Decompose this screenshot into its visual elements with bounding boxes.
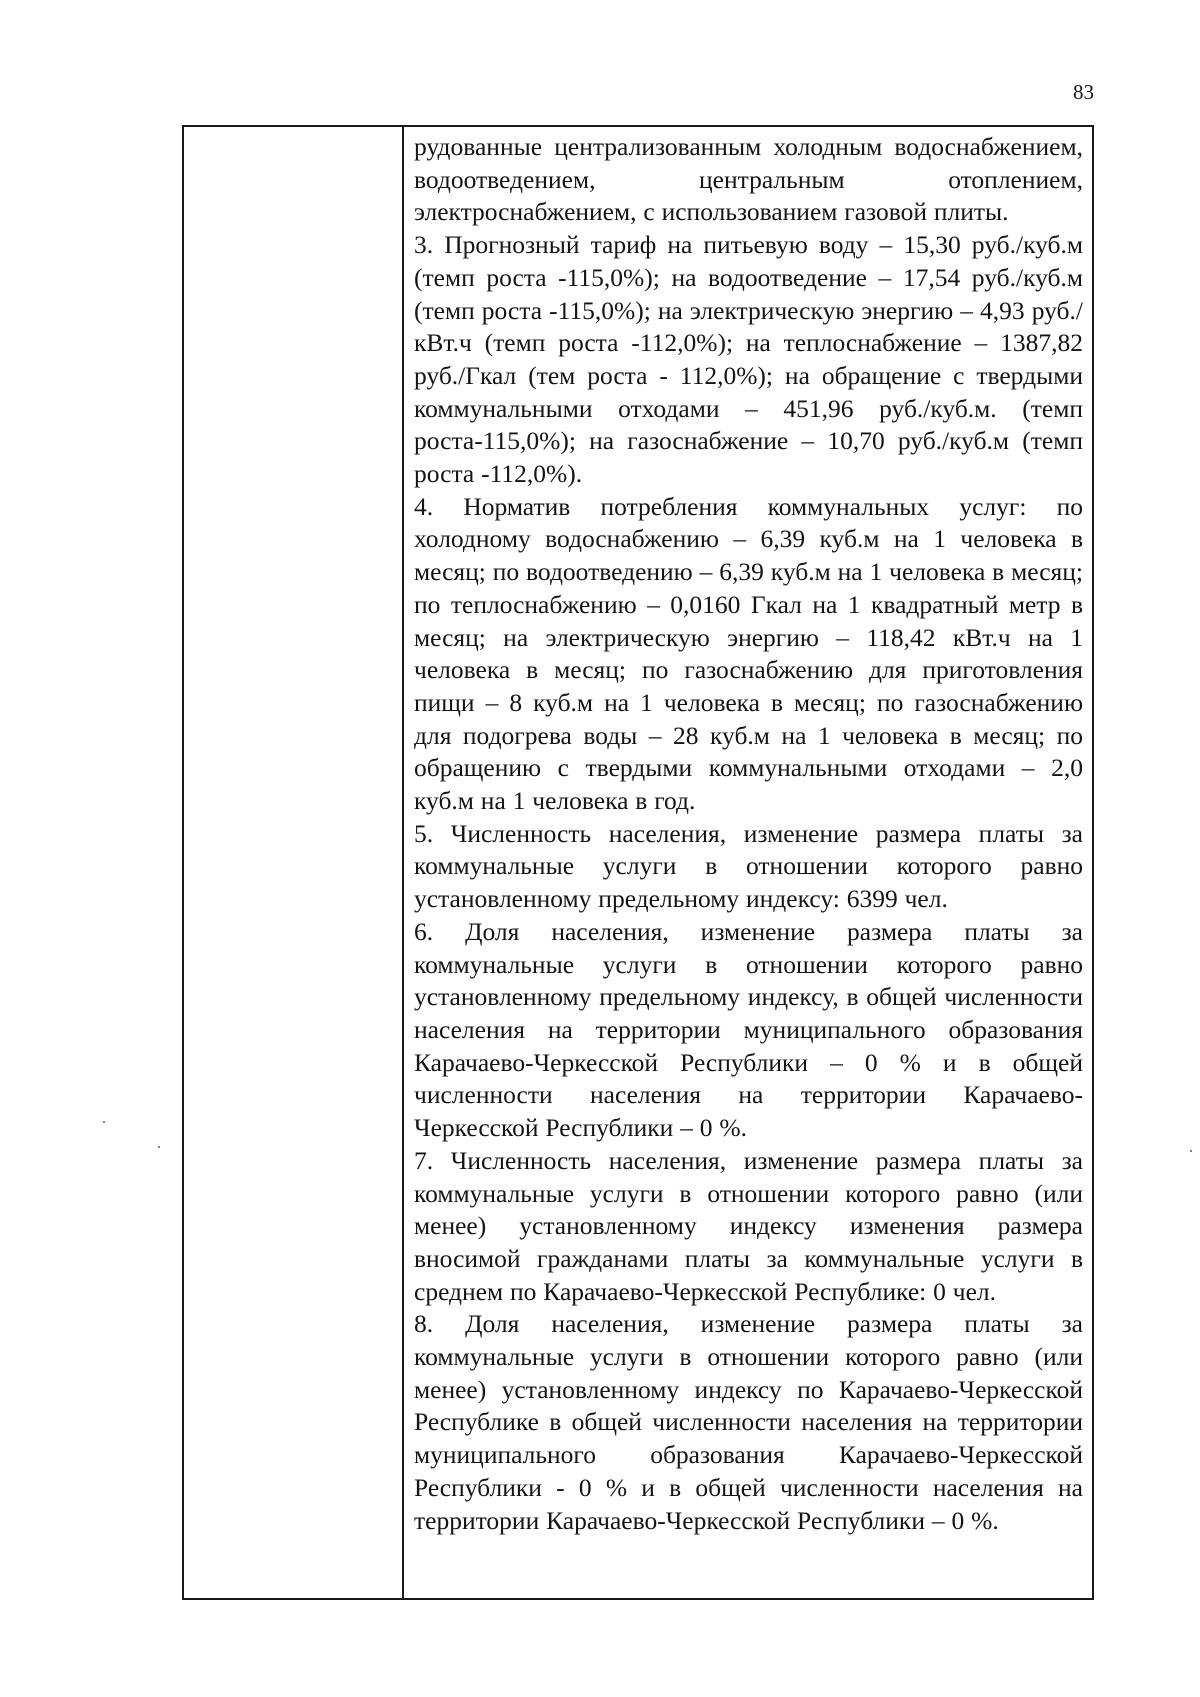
paragraph-item-4-consumption-norms: 4. Норматив потребления коммунальных услуг: по холодному водоснабжению – 6,39 куб.м на 1 человека в месяц; по водоотведению – 6,39 куб.м на 1 человека в месяц; по теплоснабжению – 0,0160 Гкал на 1 квадратный метр в месяц; на электрическую энергию – 118,42 кВт.ч на 1 человека в месяц; по газоснабжению для приготовления пищи – 8 куб.м на 1 человека в месяц; по газоснабжению для подогрева воды – 28 куб.м на 1 человека в месяц; по обращению с твердыми коммунальными отходами – 2,0 куб.м на 1 человека в год. xyxy=(414,491,1083,816)
paragraph-item-7-population-count: 7. Численность населения, изменение размера платы за коммунальные услуги в отношении которого равно (или менее) установленному индексу изменения размера вносимой гражданами платы за коммунальные услуги в среднем по Карачаево-Черкесской Республике: 0 чел. xyxy=(414,1145,1083,1306)
paragraph-item-8-population-share: 8. Доля населения, изменение размера платы за коммунальные услуги в отношении которого равно (или менее) установленному индексу по Карачаево-Черкесской Республике в общей численности населения на территории муниципального образования Карачаево-Черкесской Республики - 0 % и в общей численности населения на территории Карачаево-Черкесской Республики – 0 %. xyxy=(414,1309,1083,1535)
document-table xyxy=(182,125,1094,1600)
paragraph-item-5-population-count: 5. Численность населения, изменение размера платы за коммунальные услуги в отношении которого равно установленному предельному индексу: 6399 чел. xyxy=(414,818,1083,914)
table-right-cell xyxy=(404,127,1092,1598)
page-number: 83 xyxy=(1073,80,1094,104)
scan-speck xyxy=(103,1121,105,1123)
paragraph-item-3-tariffs: 3. Прогнозный тариф на питьевую воду – 15,30 руб./куб.м (темп роста -115,0%); на водоотведение – 17,54 руб./куб.м (темп роста -115,0%); на электрическую энергию – 4,93 руб./кВт.ч (темп роста -112,0%); на теплоснабжение – 1387,82 руб./Гкал (тем роста - 112,0%); на обращение с твердыми коммунальными отходами – 451,96 руб./куб.м. (темп роста-115,0%); на газоснабжение – 10,70 руб./куб.м (темп роста -112,0%). xyxy=(414,230,1083,489)
table-left-cell xyxy=(184,127,404,1598)
paragraph-item-6-population-share: 6. Доля населения, изменение размера платы за коммунальные услуги в отношении которого равно установленному предельному индексу, в общей численности населения на территории муниципального образования Карачаево-Черкесской Республики – 0 % и в общей численности населения на территории Карачаево-Черкесской Республики – 0 %. xyxy=(414,916,1083,1143)
paragraph-continuation: рудованные централизованным холодным водоснабжением, водоотведением, центральным отоплением, электроснабжением, с использованием газовой плиты. xyxy=(414,132,1083,227)
scan-speck xyxy=(158,1146,160,1148)
scan-speck xyxy=(1190,1150,1192,1152)
